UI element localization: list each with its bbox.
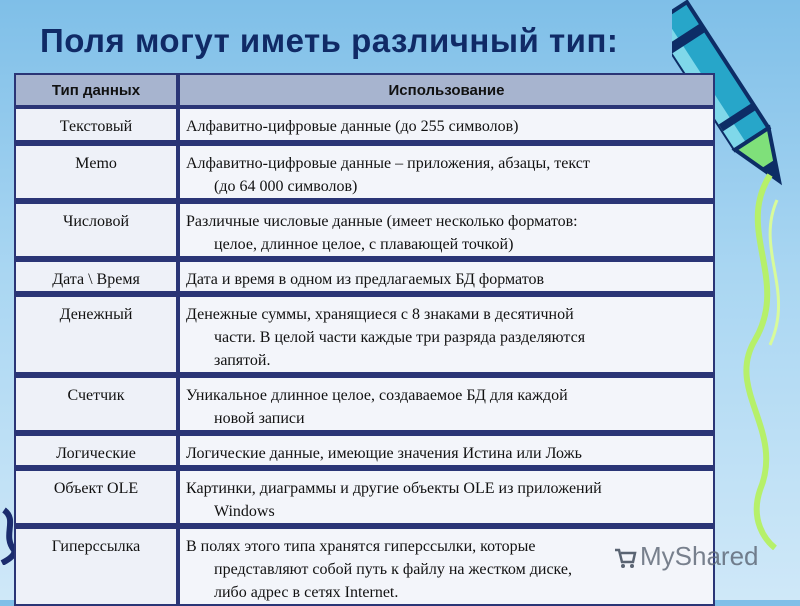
table-row: [14, 258, 715, 293]
type-cell: Числовой: [14, 200, 178, 258]
usage-cell: [178, 467, 715, 525]
usage-cell: [178, 258, 715, 293]
usage-line: Денежные суммы, хранящиеся с 8 знаками в десятичной: [186, 306, 574, 323]
usage-line: запятой.: [214, 352, 271, 369]
usage-line: Windows: [214, 503, 275, 520]
table-row: [14, 200, 715, 258]
usage-line: части. В целой части каждые три разряда разделяются: [214, 329, 586, 346]
table-row: [14, 467, 715, 525]
usage-line: целое, длинное целое, с плавающей точкой): [214, 236, 514, 253]
usage-line: Картинки, диаграммы и другие объекты OLE из приложений: [186, 480, 602, 497]
usage-line: Логические данные, имеющие значения Истина или Ложь: [186, 445, 582, 462]
type-cell: Гиперссылка: [14, 525, 178, 606]
type-cell: Memo: [14, 142, 178, 200]
type-cell: Дата \ Время: [14, 258, 178, 293]
table-row: [14, 107, 715, 142]
usage-cell: [178, 293, 715, 374]
usage-line: Алфавитно-цифровые данные – приложения, абзацы, текст: [186, 155, 590, 172]
usage-cell: [178, 432, 715, 467]
usage-line: Различные числовые данные (имеет несколько форматов:: [186, 213, 578, 230]
data-types-table-wrap: [14, 73, 715, 606]
table-row: [14, 142, 715, 200]
usage-line: (до 64 000 символов): [214, 178, 358, 195]
data-types-table: [14, 73, 715, 606]
slide-title: Поля могут иметь различный тип:: [40, 22, 619, 59]
usage-line: либо адрес в сетях Internet.: [214, 584, 399, 601]
type-cell: Текстовый: [14, 107, 178, 142]
type-cell: Счетчик: [14, 374, 178, 432]
usage-cell: [178, 142, 715, 200]
column-header-usage: Использование: [178, 73, 715, 107]
table-row: [14, 293, 715, 374]
table-row: [14, 432, 715, 467]
myshared-logo-icon: [612, 544, 638, 570]
usage-line: представляют собой путь к файлу на жестком диске,: [214, 561, 573, 578]
type-cell: Объект OLE: [14, 467, 178, 525]
usage-cell: [178, 107, 715, 142]
usage-cell: [178, 374, 715, 432]
usage-line: В полях этого типа хранятся гиперссылки, которые: [186, 538, 536, 555]
table-row: [14, 374, 715, 432]
table-row: [14, 525, 715, 606]
usage-line: Уникальное длинное целое, создаваемое БД для каждой: [186, 387, 568, 404]
usage-line: Алфавитно-цифровые данные (до 255 символов): [186, 118, 519, 135]
table-header-row: [14, 73, 715, 107]
type-cell: Денежный: [14, 293, 178, 374]
column-header-type: Тип данных: [14, 73, 178, 107]
usage-line: Дата и время в одном из предлагаемых БД форматов: [186, 271, 545, 288]
usage-line: новой записи: [214, 410, 305, 427]
usage-cell: [178, 200, 715, 258]
swirl-decoration-icon: [715, 170, 800, 550]
watermark-text: MyShared: [640, 541, 759, 571]
type-cell: Логические: [14, 432, 178, 467]
